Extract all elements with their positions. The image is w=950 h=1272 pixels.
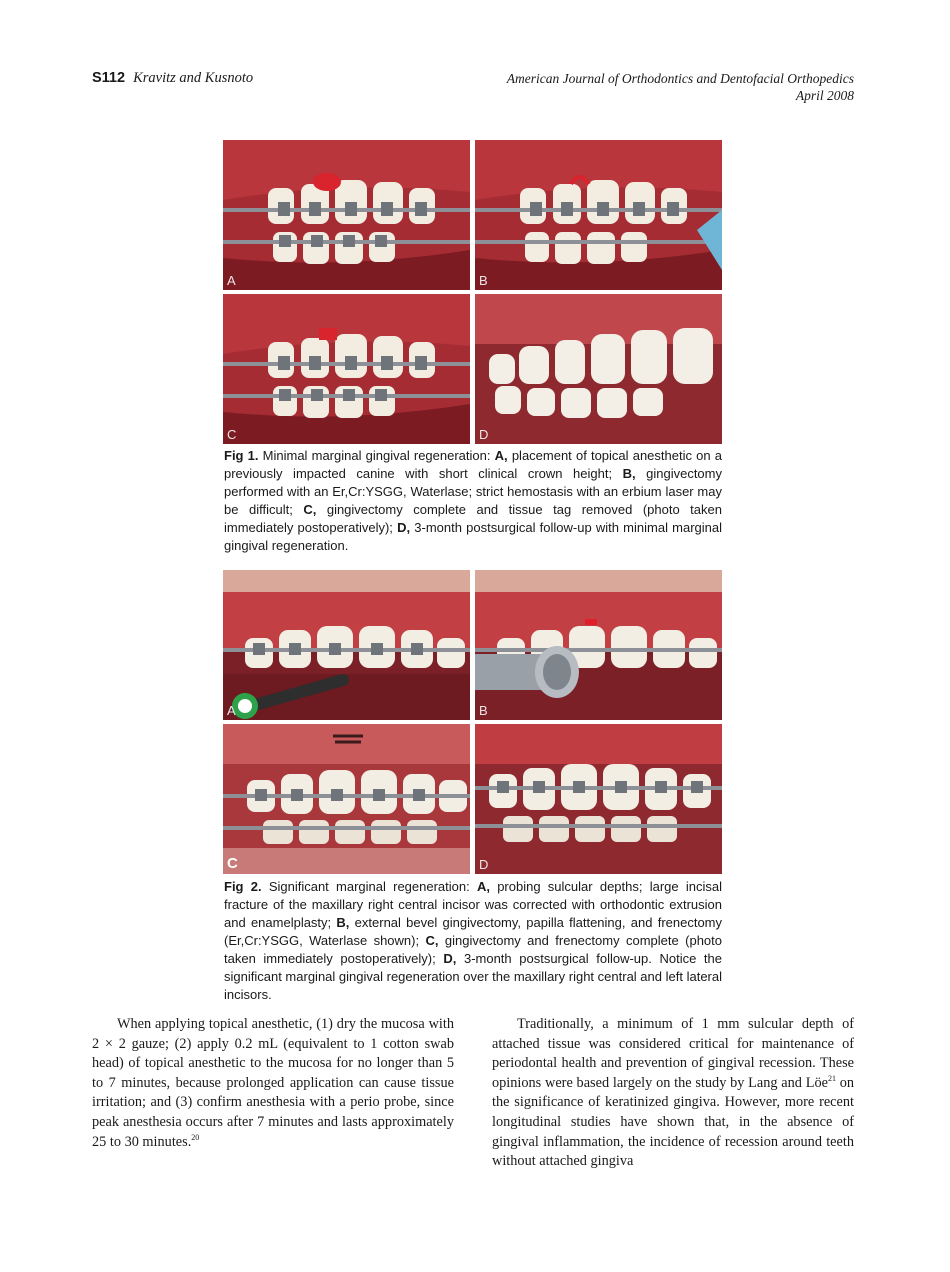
intraoral-photo-frenectomy [223, 724, 470, 874]
panel-label: D [479, 857, 489, 872]
figure-2-panel-a [223, 570, 470, 720]
figure-1-panel-b [475, 140, 722, 290]
figure-2-caption: Fig 2. Significant marginal regeneration: A, probing sulcular depths; large incisal fracture of the maxillary right central incisor was corrected with orthodontic extrusion and enamelplasty; B, external bevel gingivectomy, papilla flattening, and frenectomy (Er,Cr:YSGG, Waterlase shown); C, gingivectomy and frenectomy complete (photo taken immediately postoperatively); D, 3-month postsurgical follow-up. Notice the significant marginal gingival regeneration over the maxillary right central and left lateral incisors. [224, 879, 723, 1002]
panel-label: A [227, 273, 236, 288]
figure-1 [223, 140, 722, 444]
figure-1-panel-a [223, 140, 470, 290]
intraoral-photo-laser [475, 140, 722, 290]
figure-1-panel-c [223, 294, 470, 444]
figure-2-panel-b [475, 570, 722, 720]
intraoral-photo-lateral [223, 140, 470, 290]
running-head-right [507, 70, 854, 104]
panel-label: C [227, 427, 237, 442]
intraoral-photo-3-month [475, 724, 722, 874]
running-head-authors: Kravitz and Kusnoto [133, 70, 254, 86]
body-paragraph: When applying topical anesthetic, (1) dry the mucosa with 2 × 2 gauze; (2) apply 0.2 mL (equivalent to 1 cotton swab head) of topical anesthetic to the mucosa for no longer than 5 to 7 minutes, because prolonged application can cause tissue irritation; and (3) confirm anesthesia with a perio probe, since peak anesthesia occurs after 7 minutes and lasts approximately 25 to 30 minutes.$^{20}$ [92, 1016, 454, 1150]
page-number: S112 [92, 70, 126, 86]
panel-label: A [227, 703, 236, 718]
body-column-left [92, 1015, 454, 1152]
figure-2-panel-c [223, 724, 470, 874]
body-column-right [492, 1015, 854, 1172]
figure-2 [223, 570, 722, 874]
figure-1-panel-d [475, 294, 722, 444]
running-head-left [92, 70, 253, 87]
panel-label: B [479, 273, 488, 288]
running-head [92, 70, 854, 106]
issue-date: April 2008 [795, 88, 854, 103]
panel-label: B [479, 703, 488, 718]
intraoral-photo-handpiece [475, 570, 722, 720]
figure-1-caption: Fig 1. Minimal marginal gingival regeneration: A, placement of topical anesthetic on a previously impacted canine with short clinical crown height; B, gingivectomy performed with an Er,Cr:YSGG, Waterlase; strict hemostasis with an erbium laser may be difficult; C, gingivectomy complete and tissue tag removed (photo taken immediately postoperatively); D, 3-month postsurgical follow-up with minimal marginal gingival regeneration. [224, 448, 722, 553]
body-paragraph: Traditionally, a minimum of 1 mm sulcular depth of attached tissue was considered critical for maintenance of periodontal health and prevention of gingival recession. These opinions were based largely on the study by Lang and Löe$^{21}$ on the significance of keratinized gingiva. However, more recent longitudinal studies have shown that, in the absence of gingival inflammation, the incidence of recession around teeth without attached gingiva [492, 1016, 854, 1170]
intraoral-photo-probing [223, 570, 470, 720]
figure-label: Fig 1. [224, 448, 259, 463]
reference-marker: 21 [827, 1073, 836, 1083]
journal-title: American Journal of Orthodontics and Dentofacial Orthopedics [506, 71, 854, 86]
reference-marker: 20 [191, 1132, 200, 1142]
figure-label: Fig 2. [224, 879, 262, 894]
intraoral-photo-followup [475, 294, 722, 444]
figure-2-panel-d [475, 724, 722, 874]
panel-label: C [227, 855, 238, 872]
panel-label: D [479, 427, 489, 442]
intraoral-photo-postop [223, 294, 470, 444]
